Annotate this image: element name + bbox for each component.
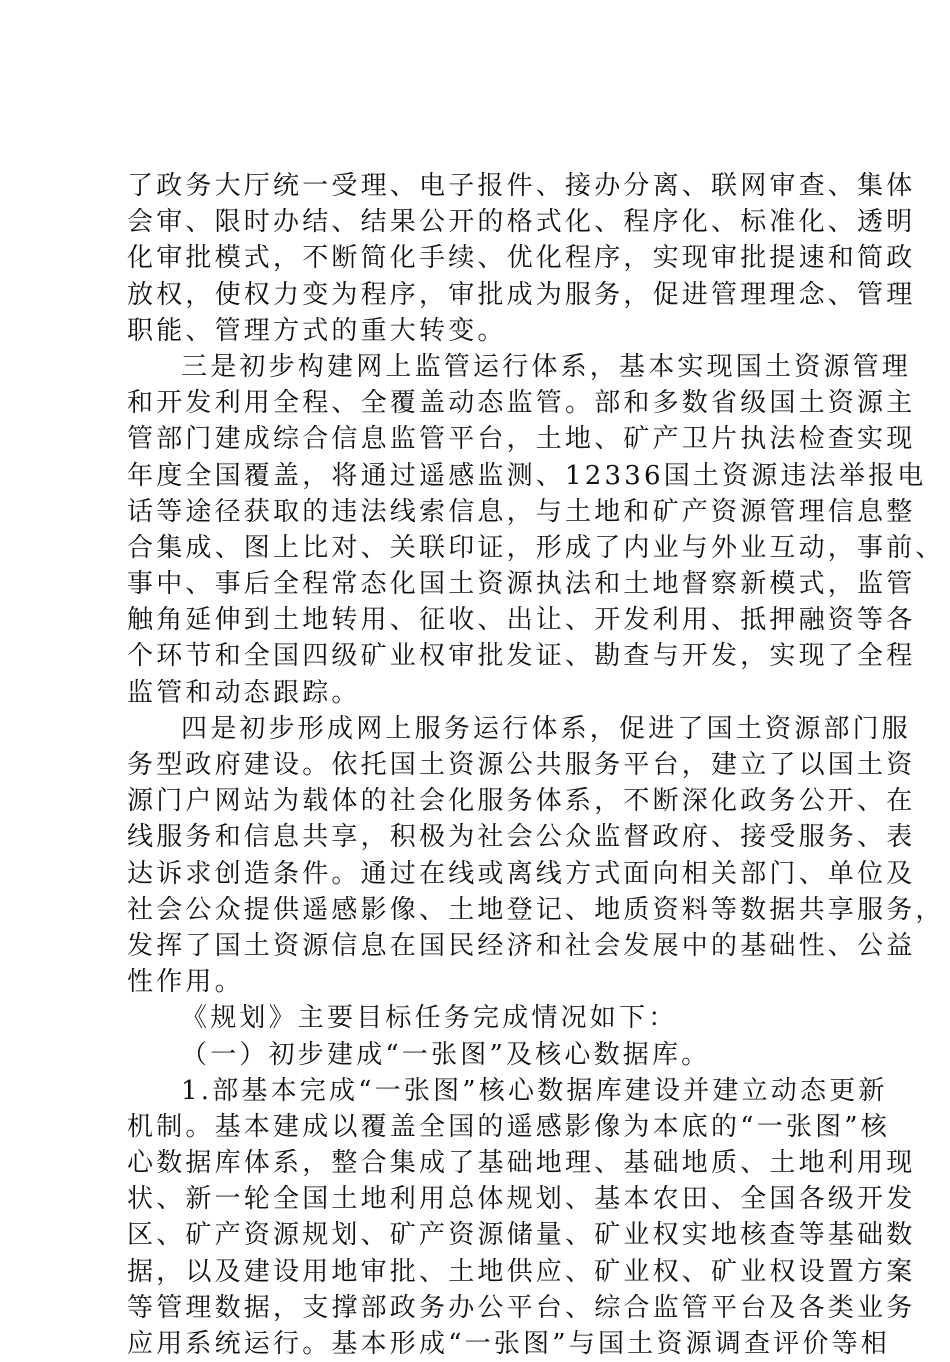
- paragraph-start-line: 《规划》主要目标任务完成情况如下：: [181, 1003, 678, 1034]
- text-line: 达诉求创造条件。通过在线或离线方式面向相关部门、单位及: [127, 858, 916, 889]
- text-line: 合集成、图上比对、关联印证，形成了内业与外业互动，事前、: [127, 532, 945, 563]
- text-line: 个环节和全国四级矿业权审批发证、勘查与开发，实现了全程: [127, 641, 916, 672]
- text-line: 源门户网站为载体的社会化服务体系，不断深化政务公开、在: [127, 786, 916, 817]
- paragraph-start-line: 四是初步形成网上服务运行体系，促进了国土资源部门服: [181, 713, 912, 744]
- text-line: 化审批模式，不断简化手续、优化程序，实现审批提速和简政: [127, 243, 916, 274]
- text-line: 务型政府建设。依托国土资源公共服务平台，建立了以国土资: [127, 750, 916, 780]
- text-line: 社会公众提供遥感影像、土地登记、地质资料等数据共享服务，: [127, 894, 945, 925]
- text-line: 等管理数据，支撑部政务办公平台、综合监管平台及各类业务: [127, 1292, 916, 1323]
- text-line: 事中、事后全程常态化国土资源执法和土地督察新模式，监管: [127, 569, 916, 600]
- text-line: 据，以及建设用地审批、土地供应、矿业权、矿业权设置方案: [127, 1256, 916, 1287]
- document-body: [127, 168, 945, 1362]
- text-line: 放权，使权力变为程序，审批成为服务，促进管理理念、管理: [127, 279, 916, 310]
- text-line: 管部门建成综合信息监管平台，土地、矿产卫片执法检查实现: [127, 424, 916, 455]
- text-line: 发挥了国土资源信息在国民经济和社会发展中的基础性、公益: [127, 930, 916, 961]
- text-line: 心数据库体系，整合集成了基础地理、基础地质、土地利用现: [127, 1148, 916, 1179]
- text-line: 状、新一轮全国土地利用总体规划、基本农田、全国各级开发: [127, 1184, 916, 1215]
- text-line: 线服务和信息共享，积极为社会公众监督政府、接受服务、表: [127, 822, 916, 853]
- text-line: 性作用。: [127, 967, 244, 998]
- text-line: 话等途径获取的违法线索信息，与土地和矿产资源管理信息整: [127, 496, 916, 527]
- text-line: 应用系统运行。基本形成“一张图”与国土资源调查评价等相: [127, 1329, 890, 1359]
- text-line: 了政务大厅统一受理、电子报件、接办分离、联网审查、集体: [127, 171, 916, 201]
- text-line: 触角延伸到土地转用、征收、出让、开发利用、抵押融资等各: [127, 605, 916, 636]
- text-line: 和开发利用全程、全覆盖动态监管。部和多数省级国土资源主: [127, 388, 916, 419]
- paragraph-start-line: 三是初步构建网上监管运行体系，基本实现国土资源管理: [181, 351, 912, 382]
- paragraph-start-line: 1.部基本完成“一张图”核心数据库建设并建立动态更新: [181, 1075, 888, 1106]
- section-heading: （一）初步建成“一张图”及核心数据库。: [181, 1039, 711, 1070]
- text-line: 监管和动态跟踪。: [127, 677, 361, 708]
- text-line: 职能、管理方式的重大转变。: [127, 315, 507, 346]
- text-line: 区、矿产资源规划、矿产资源储量、矿业权实地核查等基础数: [127, 1220, 916, 1251]
- text-line: 机制。基本建成以覆盖全国的遥感影像为本底的“一张图”核: [127, 1111, 890, 1142]
- text-line: 年度全国覆盖，将通过遥感监测、12336国土资源违法举报电: [127, 460, 927, 491]
- text-line: 会审、限时办结、结果公开的格式化、程序化、标准化、透明: [127, 207, 916, 238]
